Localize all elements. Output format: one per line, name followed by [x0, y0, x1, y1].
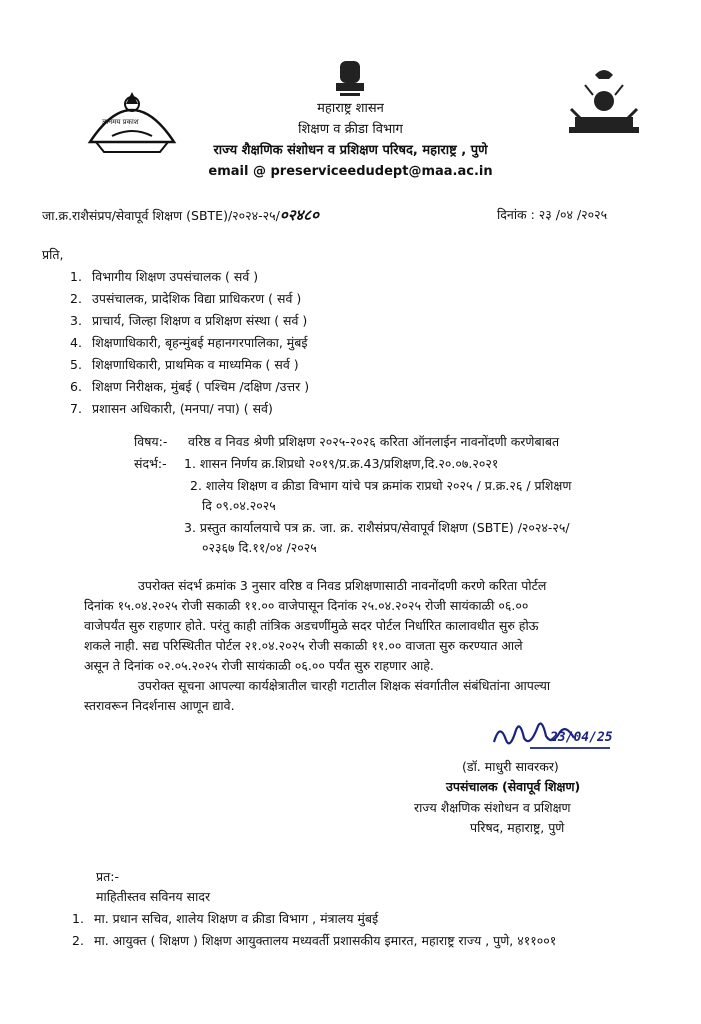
reference-3: 3. प्रस्तुत कार्यालयाचे पत्र क्र. जा. क्र. राशैसंप्रप/सेवापूर्व शिक्षण (SBTE) /२०२४-२५/: [184, 520, 570, 535]
header-line-1: महाराष्ट्र शासन: [317, 101, 384, 116]
reference-prefix: जा.क्र.राशैसंप्रप/सेवापूर्व शिक्षण (SBTE)/२०२४-२५/: [42, 208, 280, 223]
body-line: उपरोक्त संदर्भ क्रमांक 3 नुसार वरिष्ठ व निवड प्रशिक्षणासाठी नावनोंदणी करणे करिता पोर्टल: [138, 578, 547, 593]
reference-handwritten: ०२४८०: [279, 206, 319, 224]
reference-3-cont: ०२३६७ दि.११/०४ /२०२५: [202, 540, 317, 555]
copy-label: प्रत:-: [96, 869, 119, 884]
reference-1: 1. शासन निर्णय क्र.शिप्रधो २०१९/प्र.क्र.43/प्रशिक्षण,दि.२०.०७.२०२१: [184, 456, 499, 471]
body-line: शकले नाही. सद्य परिस्थितीत पोर्टल २१.०४.२०२५ रोजी सकाळी ११.०० वाजता सुरु करण्यात आले: [84, 638, 523, 653]
header-line-2: शिक्षण व क्रीडा विभाग: [298, 122, 403, 137]
list-item: 7. प्रशासन अधिकारी, (मनपा/ नपा) ( सर्व): [70, 401, 273, 416]
national-emblem: [330, 57, 370, 101]
copy-intro: माहितीस्तव सविनय सादर: [96, 889, 211, 904]
references-label: संदर्भ:-: [134, 456, 167, 471]
copy-item: 1. मा. प्रधान सचिव, शालेय शिक्षण व क्रीडा विभाग , मंत्रालय मुंबई: [72, 911, 379, 926]
signature: [490, 712, 630, 758]
list-item: 3. प्राचार्य, जिल्हा शिक्षण व प्रशिक्षण संस्था ( सर्व ): [70, 313, 308, 328]
body-line: असून ते दिनांक ०२.०५.२०२५ रोजी सायंकाळी ०६.०० पर्यंत सुरु राहणार आहे.: [84, 658, 434, 673]
body-line: उपरोक्त सूचना आपल्या कार्यक्षेत्रातील चारही गटातील शिक्षक संवर्गातील संबंधितांना आपल्या: [138, 678, 551, 693]
copy-item: 2. मा. आयुक्त ( शिक्षण ) शिक्षण आयुक्तालय मध्यवर्ती प्रशासकीय इमारत, महाराष्ट्र राज्य , पुणे, ४११००१: [72, 933, 557, 948]
to-label: प्रति,: [42, 247, 64, 262]
body-line: दिनांक १५.०४.२०२५ रोजी सकाळी ११.०० वाजेपासून दिनांक २५.०४.२०२५ रोजी सायंकाळी ०६.००: [84, 598, 529, 613]
signatory-designation: उपसंचालक (सेवापूर्व शिक्षण): [446, 779, 581, 794]
signatory-org-line-1: राज्य शैक्षणिक संशोधन व प्रशिक्षण: [414, 800, 571, 815]
header-email: email @ preserviceedudept@maa.ac.in: [208, 164, 493, 179]
header-line-3: राज्य शैक्षणिक संशोधन व प्रशिक्षण परिषद, महाराष्ट्र , पुणे: [213, 143, 488, 158]
list-item: 1. विभागीय शिक्षण उपसंचालक ( सर्व ): [70, 269, 259, 284]
subject-text: वरिष्ठ व निवड श्रेणी प्रशिक्षण २०२५-२०२६ करिता ऑनलाईन नावनोंदणी करणेबाबत: [188, 434, 560, 449]
reference-2-date: दि ०९.०४.२०२५: [202, 498, 276, 513]
body-line: वाजेपर्यंत सुरु राहणार होते. परंतु काही तांत्रिक अडचणींमुळे सदर पोर्टल निर्धारित कालावधीत सुरु होऊ: [84, 618, 539, 633]
list-item: 6. शिक्षण निरीक्षक, मुंबई ( पश्चिम /दक्षिण /उत्तर ): [70, 379, 310, 394]
list-item: 5. शिक्षणाधिकारी, प्राथमिक व माध्यमिक ( सर्व ): [70, 357, 299, 372]
subject-label: विषय:-: [134, 434, 168, 449]
signature-date: 23/04/25: [550, 730, 613, 745]
signatory-org-line-2: परिषद, महाराष्ट्र, पुणे: [470, 820, 565, 835]
reference-number: [42, 206, 319, 225]
recipient-list: [70, 268, 309, 422]
letter-date: दिनांक : २३ /०४ /२०२५: [497, 207, 608, 222]
reference-2: 2. शालेय शिक्षण व क्रीडा विभाग यांचे पत्र क्रमांक राप्रधो २०२५ / प्र.क्र.२६ / प्रशिक्षण: [190, 478, 572, 493]
body-line: स्तरावरून निदर्शनास आणून द्यावे.: [84, 698, 235, 713]
logo-motto: ज्ञानमय प्रकाश: [102, 118, 139, 126]
signatory-name: (डॉ. माधुरी सावरकर): [462, 759, 559, 774]
list-item: 4. शिक्षणाधिकारी, बृहन्मुंबई महानगरपालिका, मुंबई: [70, 335, 308, 350]
list-item: 2. उपसंचालक, प्रादेशिक विद्या प्राधिकरण ( सर्व ): [70, 291, 302, 306]
